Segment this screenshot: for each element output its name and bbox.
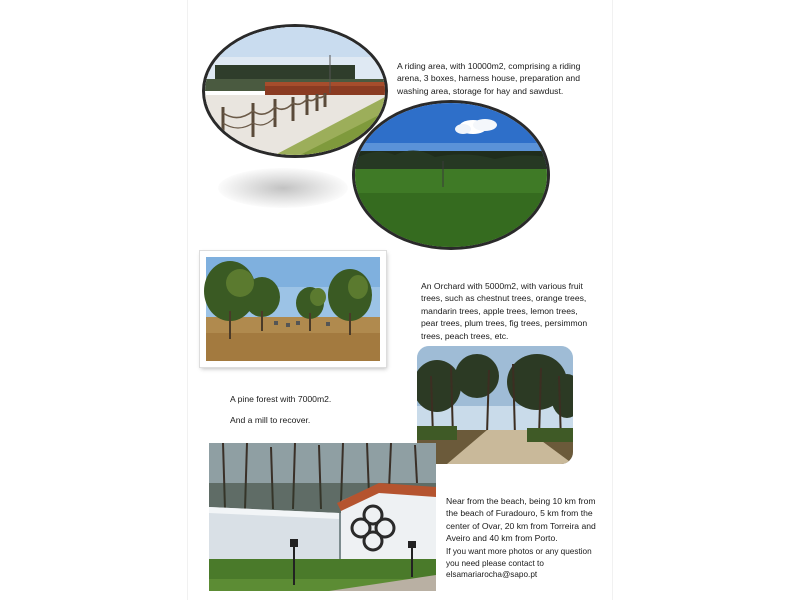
forest-photo xyxy=(417,346,573,464)
contact-text: If you want more photos or any question you need please contact to elsamariarocha@sapo.pt xyxy=(446,547,592,580)
riding-area-description: A riding area, with 10000m2, comprising a riding arena, 3 boxes, harness house, preparation and washing area, storage for hay and sawdust. xyxy=(397,61,581,96)
mill-text: And a mill to recover. xyxy=(230,415,311,425)
field-photo xyxy=(352,100,550,250)
house-photo xyxy=(209,443,436,591)
orchard-description: An Orchard with 5000m2, with various fruit trees, such as chestnut trees, orange trees, mandarin trees, apple trees, lemon trees, pear trees, plum trees, fig trees, persimmon trees, peach trees, etc. xyxy=(421,281,588,341)
location-description: Near from the beach, being 10 km from the beach of Furadouro, 5 km from the center of Ovar, 20 km from Torreira and Aveiro and 40 km from Porto. xyxy=(446,496,596,544)
photo-shadow xyxy=(218,168,348,208)
orchard-photo xyxy=(200,251,386,367)
riding-arena-photo xyxy=(202,24,388,158)
pine-forest-text: A pine forest with 7000m2. xyxy=(230,394,332,404)
